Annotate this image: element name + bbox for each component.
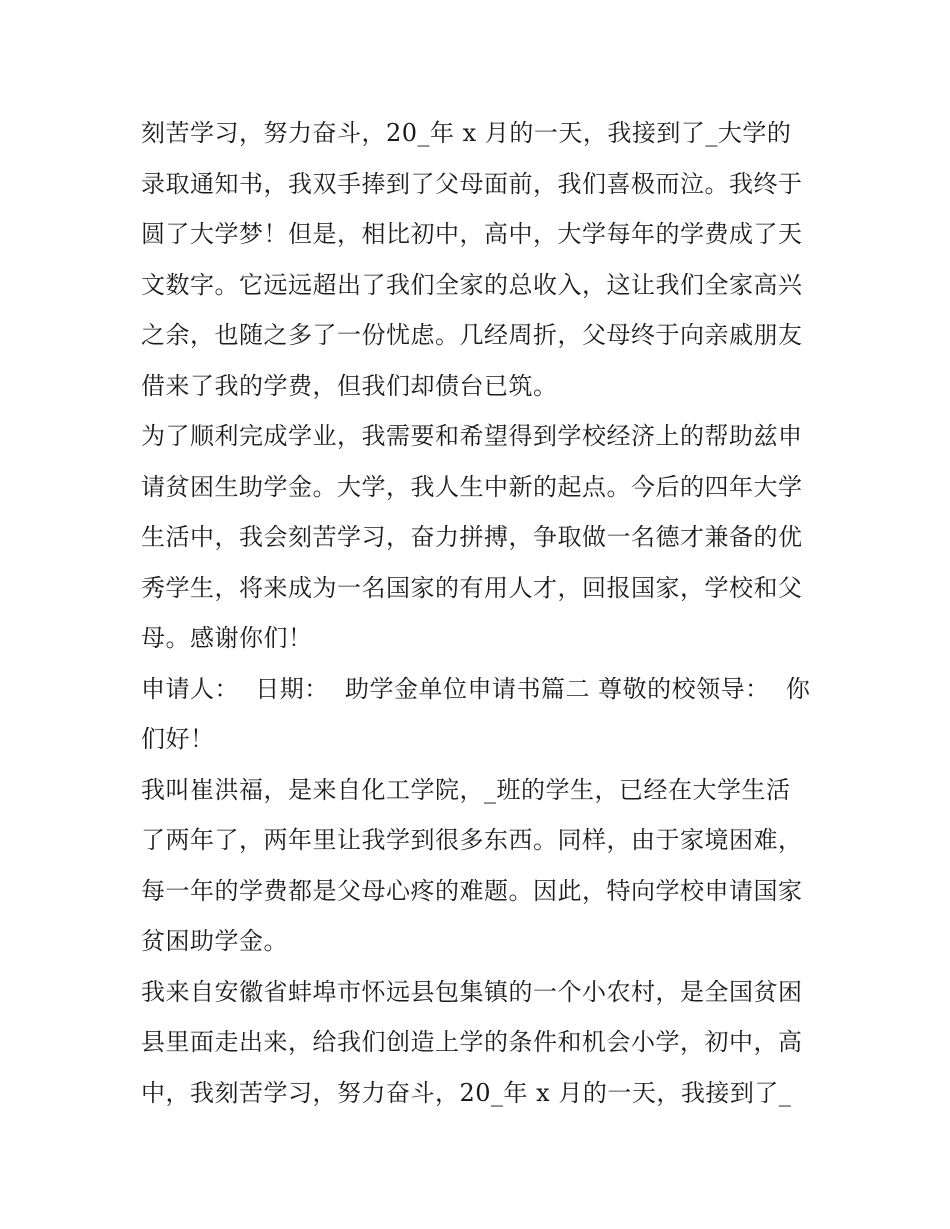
text-line: 了两年了，两年里让我学到很多东西。同样，由于家境困难，: [141, 826, 803, 854]
text-line: 我来自安徽省蚌埠市怀远县包集镇的一个小农村，是全国贫困: [141, 977, 803, 1006]
text-line: 我叫崔洪福，是来自化工学院，_班的学生，已经在大学生活: [141, 775, 791, 804]
signature-date-line: 申请人： 日期： 助学金单位申请书篇二 尊敬的校领导： 你: [141, 674, 811, 703]
document-body: [141, 108, 831, 1118]
text-line: 借来了我的学费，但我们却债台已筑。: [141, 371, 558, 400]
text-line: 请贫困生助学金。大学，我人生中新的起点。今后的四年大学: [141, 472, 803, 501]
text-line: 们好！: [141, 725, 215, 753]
text-line: 秀学生，将来成为一名国家的有用人才，回报国家，学校和父: [141, 573, 803, 602]
text-line: 录取通知书，我双手捧到了父母面前，我们喜极而泣。我终于: [141, 169, 803, 198]
text-line: 文数字。它远远超出了我们全家的总收入，这让我们全家高兴: [141, 270, 803, 299]
text-line: 为了顺利完成学业，我需要和希望得到学校经济上的帮助兹申: [141, 422, 803, 450]
text-line: 之余，也随之多了一份忧虑。几经周折，父母终于向亲戚朋友: [141, 321, 803, 349]
text-line: 刻苦学习，努力奋斗，20_年 x 月的一天，我接到了_大学的: [141, 119, 792, 147]
text-line: 每一年的学费都是父母心疼的难题。因此，特向学校申请国家: [141, 876, 803, 905]
text-line: 生活中，我会刻苦学习，奋力拼搏，争取做一名德才兼备的优: [141, 523, 803, 551]
text-line: 中，我刻苦学习，努力奋斗，20_年 x 月的一天，我接到了_: [141, 1078, 792, 1107]
text-line: 圆了大学梦！但是，相比初中，高中，大学每年的学费成了天: [141, 220, 803, 248]
text-line: 县里面走出来，给我们创造上学的条件和机会小学，初中，高: [141, 1028, 803, 1056]
text-line: 母。感谢你们！: [141, 624, 313, 652]
text-line: 贫困助学金。: [141, 927, 288, 955]
